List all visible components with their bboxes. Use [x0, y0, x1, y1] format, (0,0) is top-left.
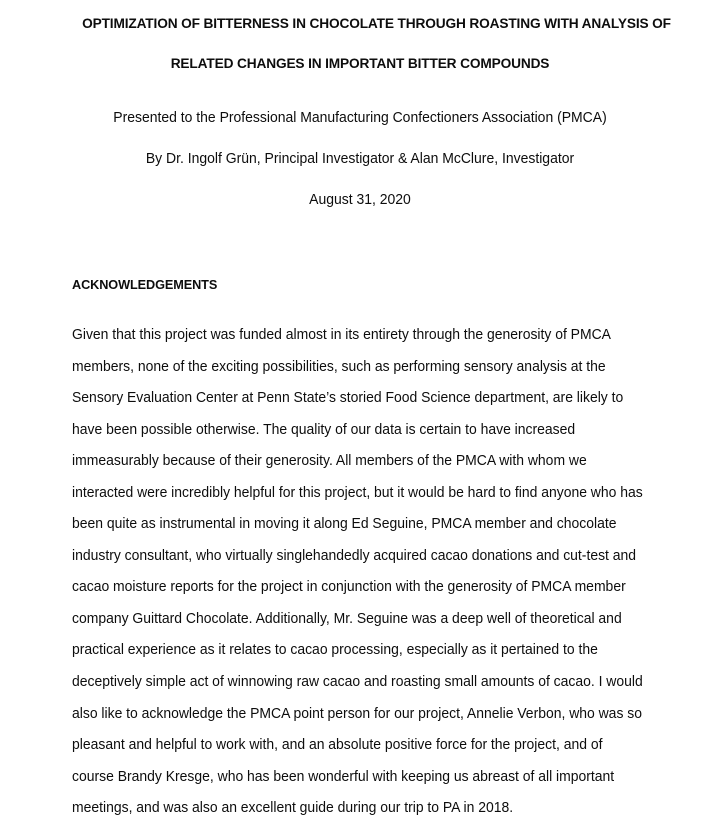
acknowledgements-paragraph: Given that this project was funded almost in its entirety through the generosity of PMCA members, none of the exciting possibilities, such as performing sensory analysis at the Sensory Evaluation Center at Penn State’s storied Food Science department, are likely to have been possible otherwise. The quality of our data is certain to have increased immeasurably because of their generosity. All members of the PMCA with whom we interacted were incredibly helpful for this project, but it would be hard to find anyone who has been quite as instrumental in moving it along Ed Seguine, PMCA member and chocolate industry consultant, who virtually singlehandedly acquired cacao donations and cut-test and cacao moisture reports for the project in conjunction with the generosity of PMCA member company Guittard Chocolate. Additionally, Mr. Seguine was a deep well of theoretical and practical experience as it relates to cacao processing, especially as it pertained to the deceptively simple act of winnowing raw cacao and roasting small amounts of cacao. I would also like to acknowledge the PMCA point person for our project, Annelie Verbon, who was so pleasant and helpful to work with, and an absolute positive force for the project, and of course Brandy Kresge, who has been wonderful with keeping us abreast of all important meetings, and was also an excellent guide during our trip to PA in 2018. [72, 327, 643, 817]
authors-line: By Dr. Ingolf Grün, Principal Investigator & Alan McClure, Investigator [145, 150, 575, 167]
page-title [82, 0, 671, 81]
title-line-2: RELATED CHANGES IN IMPORTANT BITTER COMPOUNDS [170, 56, 550, 72]
title-line-1: OPTIMIZATION OF BITTERNESS IN CHOCOLATE THROUGH ROASTING WITH ANALYSIS OF [82, 16, 671, 32]
date-line: August 31, 2020 [309, 191, 411, 208]
presented-to-line: Presented to the Professional Manufacturing Confectioners Association (PMCA) [113, 109, 607, 126]
document-content-column [72, 0, 671, 825]
section-heading-acknowledgements: ACKNOWLEDGEMENTS [72, 277, 218, 292]
